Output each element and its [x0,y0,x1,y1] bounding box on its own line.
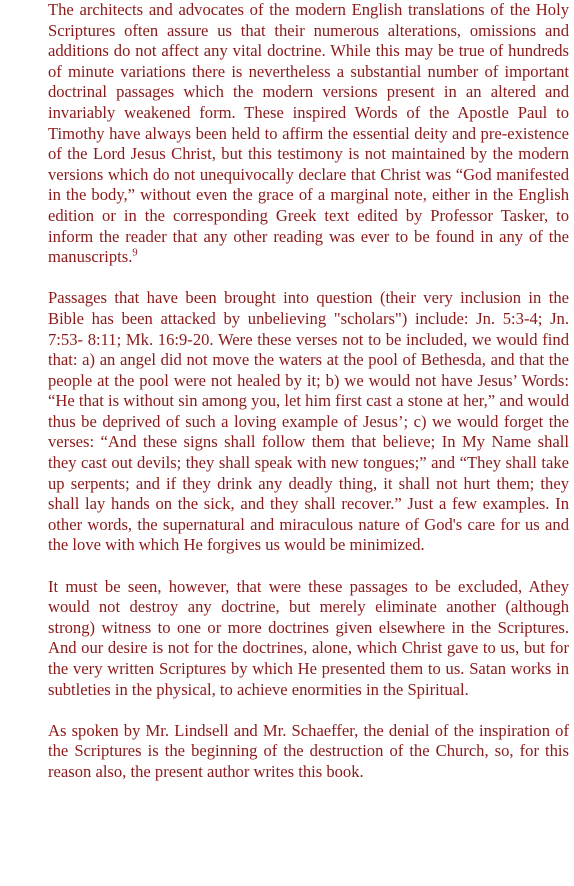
paragraph-1 [48,0,569,268]
paragraph-3-text: It must be seen, however, that were these passages to be excluded, Athey would not destroy any doctrine, but merely eliminate another (although strong) witness to one or more doctrines given elsewhere in the Scriptures. And our desire is not for the doctrines, alone, which Christ gave to us, but for the very written Scriptures by which He presented them to us. Satan works in subtleties in the physical, to achieve enormities in the Spiritual. [48,576,569,699]
paragraph-2-text: Passages that have been brought into question (their very inclusion in the Bible has been attacked by unbelieving "scholars") include: Jn. 5:3-4; Jn. 7:53- 8:11; Mk. 16:9-20. Were these verses not to be included, we would find that: a) an angel did not move the waters at the pool of Bethesda, and that the people at the pool were not healed by it; b) we would not have Jesus’ Words: “He that is without sin among you, let him first cast a stone at her,” and would thus be deprived of such a loving example of Jesus’; c) we would forget the verses: “And these signs shall follow them that believe; In My Name shall they cast out devils; they shall speak with new tongues;” and “They shall take up serpents; and if they drink any deadly thing, it shall not hurt them; they shall lay hands on the sick, and they shall recover.” Just a few examples. In other words, the supernatural and miraculous nature of God's care for us and the love with which He forgives us would be minimized. [48,288,569,555]
paragraph-2 [48,288,569,556]
footnote-reference[interactable]: 9 [132,247,138,259]
paragraph-4 [48,721,569,783]
document-page [48,0,569,783]
paragraph-1-text: The architects and advocates of the modern English translations of the Holy Scriptures often assure us that their numerous alterations, omissions and additions do not affect any vital doctrine. While this may be true of hundreds of minute variations there is nevertheless a substantial number of important doctrinal passages which the modern versions present in an altered and invariably weakened form. These inspired Words of the Apostle Paul to Timothy have always been held to affirm the essential deity and pre-existence of the Lord Jesus Christ, but this testimony is not maintained by the modern versions which do not unequivocally declare that Christ was “God manifested in the body,” without even the grace of a marginal note, either in the English edition or in the corresponding Greek text edited by Professor Tasker, to inform the reader that any other reading was ever to be found in any of the manuscripts. [48,0,569,267]
paragraph-3 [48,577,569,701]
paragraph-4-text: As spoken by Mr. Lindsell and Mr. Schaeffer, the denial of the inspiration of the Scriptures is the beginning of the destruction of the Church, so, for this reason also, the present author writes this book. [48,720,569,781]
